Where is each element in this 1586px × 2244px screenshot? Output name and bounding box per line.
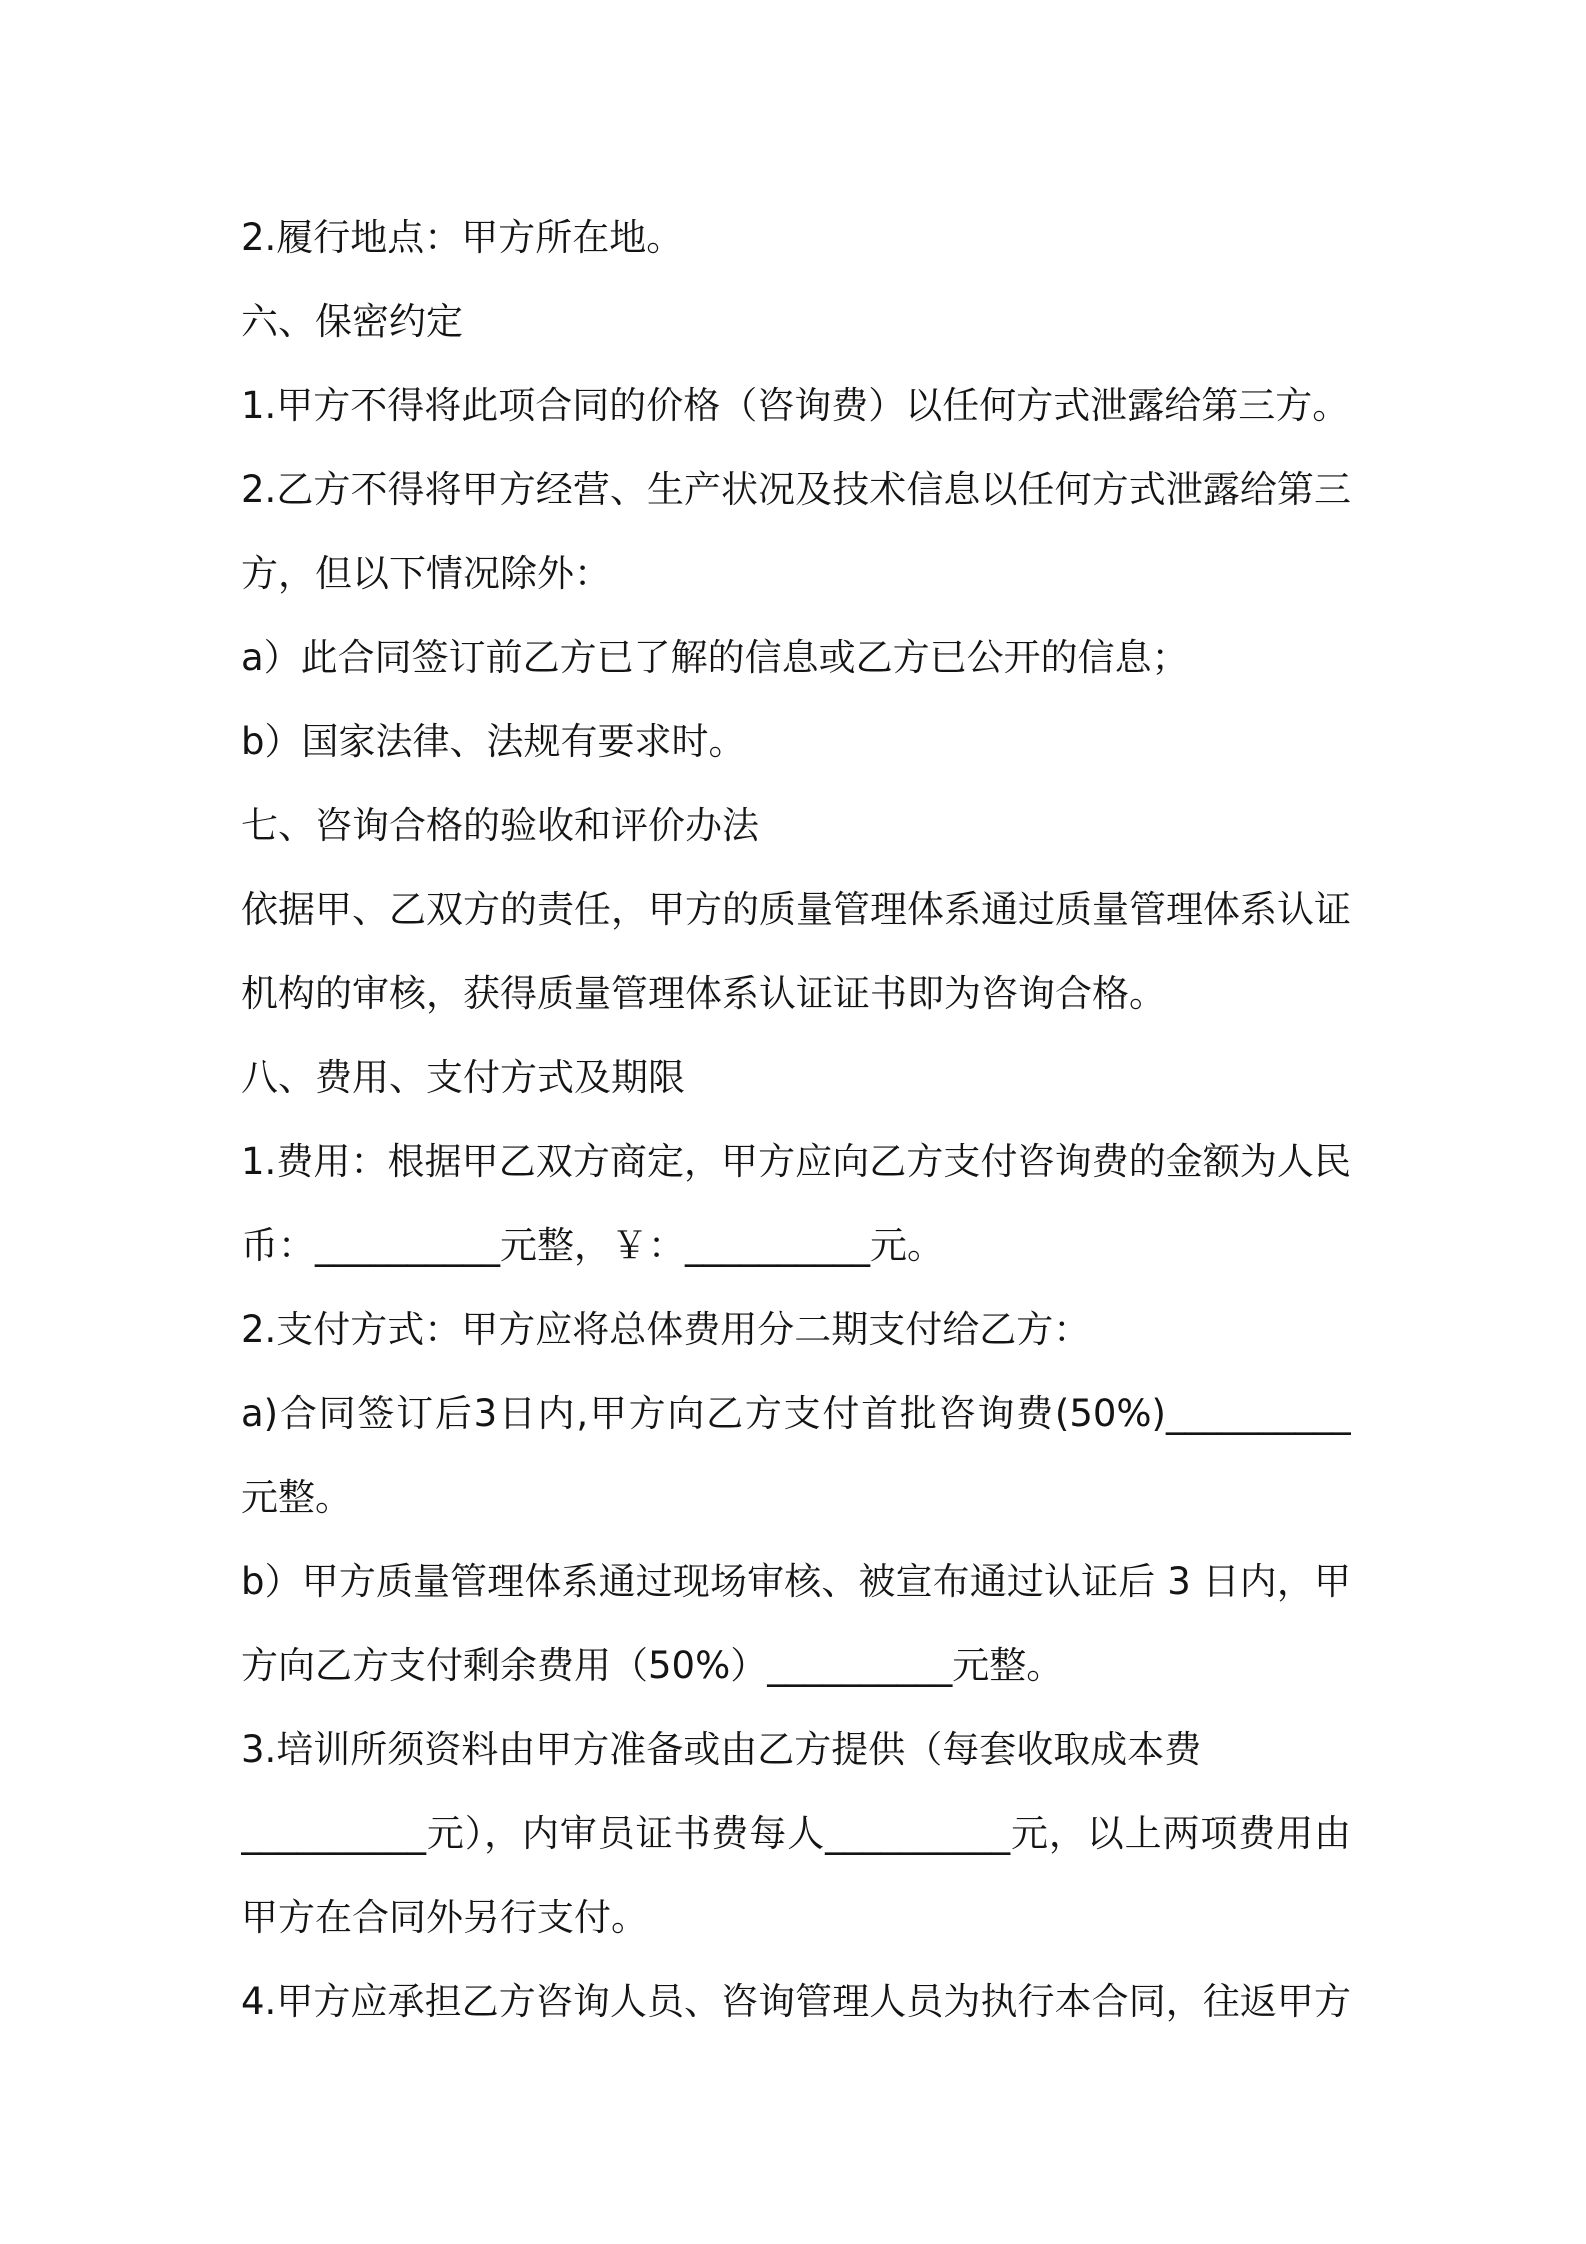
text-line-payment-a1: a)合同签订后3日内,甲方向乙方支付首批咨询费(50%)__________	[241, 1392, 1351, 1435]
text-line-confidentiality-1: 1.甲方不得将此项合同的价格（咨询费）以任何方式泄露给第三方。	[241, 384, 1350, 427]
document-body	[241, 196, 1351, 2044]
text-line-training-1: 3.培训所须资料由甲方准备或由乙方提供（每套收取成本费	[241, 1728, 1202, 1771]
text-line-payment-b2: 方向乙方支付剩余费用（50%）__________元整。	[241, 1644, 1064, 1687]
text-line-confidentiality-2a: 2.乙方不得将甲方经营、生产状况及技术信息以任何方式泄露给第三	[241, 468, 1351, 511]
text-line-payment-a2: 元整。	[241, 1476, 352, 1519]
text-line-exception-a: a）此合同签订前乙方已了解的信息或乙方已公开的信息；	[241, 636, 1189, 679]
text-line-training-3: 甲方在合同外另行支付。	[241, 1896, 648, 1939]
section-heading-fees: 八、费用、支付方式及期限	[241, 1056, 685, 1099]
text-line-fees-1a: 1.费用：根据甲乙双方商定，甲方应向乙方支付咨询费的金额为人民	[241, 1140, 1351, 1183]
text-line-training-2: __________元），内审员证书费每人__________元，以上两项费用由	[241, 1812, 1351, 1855]
text-line-payment-b1: b）甲方质量管理体系通过现场审核、被宣布通过认证后 3 日内，甲	[241, 1560, 1351, 1603]
text-line-expenses: 4.甲方应承担乙方咨询人员、咨询管理人员为执行本合同，往返甲方	[241, 1980, 1351, 2023]
text-line-confidentiality-2b: 方，但以下情况除外：	[241, 552, 611, 595]
text-line-payment-method: 2.支付方式：甲方应将总体费用分二期支付给乙方：	[241, 1308, 1091, 1351]
text-line-acceptance-a: 依据甲、乙双方的责任，甲方的质量管理体系通过质量管理体系认证	[241, 888, 1351, 931]
text-line-performance-location: 2.履行地点：甲方所在地。	[241, 216, 684, 259]
text-line-exception-b: b）国家法律、法规有要求时。	[241, 720, 746, 763]
text-line-fees-1b: 币：__________元整，￥：__________元。	[241, 1224, 944, 1267]
section-heading-confidentiality: 六、保密约定	[241, 300, 463, 343]
section-heading-acceptance: 七、咨询合格的验收和评价办法	[241, 804, 759, 847]
text-line-acceptance-b: 机构的审核，获得质量管理体系认证证书即为咨询合格。	[241, 972, 1166, 1015]
